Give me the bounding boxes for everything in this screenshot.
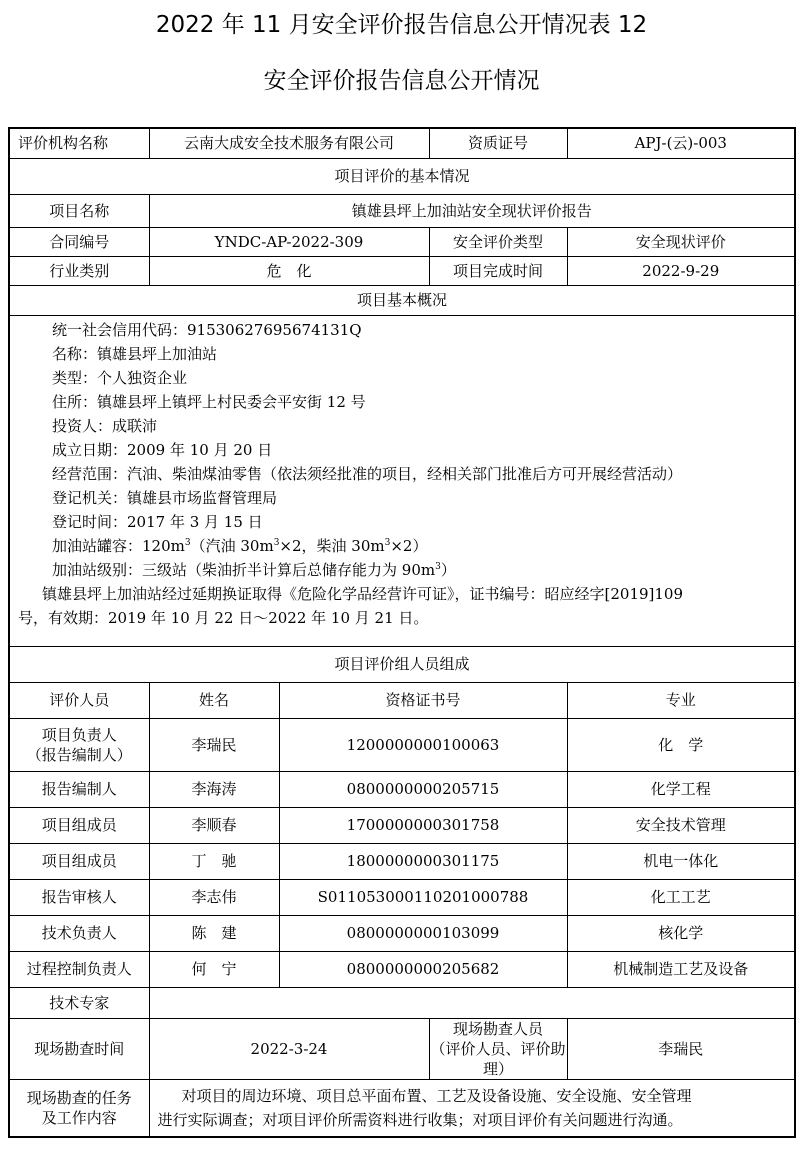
org-label: 评价机构名称: [9, 128, 149, 158]
expert-row: [9, 987, 795, 1018]
table-row: [9, 915, 795, 951]
member-major: 机械制造工艺及设备: [567, 951, 795, 987]
document-title: 2022 年 11 月安全评价报告信息公开情况表 12: [155, 12, 648, 38]
member-name: 李瑞民: [149, 718, 279, 771]
survey-task-label: 现场勘查的任务 及工作内容: [9, 1079, 149, 1137]
member-major: 化学工程: [567, 771, 795, 807]
member-cert: 1800000000301175: [279, 843, 567, 879]
member-role: 报告编制人: [9, 771, 149, 807]
member-major: 化 学: [567, 718, 795, 771]
table-row: [9, 843, 795, 879]
survey-time-value: 2022-3-24: [149, 1018, 429, 1079]
basic-info-header-row: [9, 158, 795, 194]
member-cert: 0800000000103099: [279, 915, 567, 951]
document-subtitle: 安全评价报告信息公开情况: [263, 68, 540, 94]
license-paragraph-line1: 镇雄县坪上加油站经过延期换证取得《危险化学品经营许可证》，证书编号：昭应经字[2019]109: [42, 584, 684, 603]
overview-line: 类型：个人独资企业: [52, 368, 188, 387]
contract-row: [9, 227, 795, 256]
member-name: 陈 建: [149, 915, 279, 951]
contract-label: 合同编号: [9, 227, 149, 256]
member-name: 丁 驰: [149, 843, 279, 879]
project-name-value: 镇雄县坪上加油站安全现状评价报告: [149, 194, 795, 227]
member-cert: S011053000110201000788: [279, 879, 567, 915]
survey-staff-value: 李瑞民: [567, 1018, 795, 1079]
basic-info-section-title: 项目评价的基本情况: [9, 158, 795, 194]
finish-value: 2022-9-29: [567, 256, 795, 285]
survey-time-label: 现场勘查时间: [9, 1018, 149, 1079]
member-role: 技术负责人: [9, 915, 149, 951]
contract-value: YNDC-AP-2022-309: [149, 227, 429, 256]
license-paragraph-line2: 号，有效期：2019 年 10 月 22 日～2022 年 10 月 21 日。: [18, 608, 429, 627]
cert-value: APJ-(云)-003: [567, 128, 795, 158]
team-section-title: 项目评价组人员组成: [9, 646, 795, 682]
finish-label: 项目完成时间: [429, 256, 567, 285]
overview-line: 经营范围：汽油、柴油煤油零售（依法须经批准的项目，经相关部门批准后方可开展经营活动）: [52, 464, 683, 483]
member-name: 何 宁: [149, 951, 279, 987]
cert-label: 资质证号: [429, 128, 567, 158]
table-row: [9, 771, 795, 807]
expert-value: [149, 987, 795, 1018]
overview-line: 登记机关：镇雄县市场监督管理局: [52, 488, 278, 507]
station-level-line: 加油站级别：三级站（柴油折半计算后总储存能力为 $90m^3$）: [52, 560, 456, 579]
overview-section-title: 项目基本概况: [9, 285, 795, 315]
member-major: 安全技术管理: [567, 807, 795, 843]
member-major: 核化学: [567, 915, 795, 951]
survey-task-content: 对项目的周边环境、项目总平面布置、工艺及设备设施、安全设施、安全管理 进行实际调查；对项目评价所需资料进行收集；对项目评价有关问题进行沟通。: [149, 1079, 795, 1137]
overview-line: 投资人：成联沛: [52, 416, 158, 435]
overview-header-row: [9, 285, 795, 315]
member-cert: 0800000000205715: [279, 771, 567, 807]
org-value: 云南大成安全技术服务有限公司: [149, 128, 429, 158]
member-role: 项目组成员: [9, 807, 149, 843]
industry-label: 行业类别: [9, 256, 149, 285]
table-row: [9, 879, 795, 915]
member-role: 项目组成员: [9, 843, 149, 879]
expert-label: 技术专家: [9, 987, 149, 1018]
industry-row: [9, 256, 795, 285]
table-row: [9, 718, 795, 771]
member-major: 化工工艺: [567, 879, 795, 915]
member-role: 报告审核人: [9, 879, 149, 915]
overview-line: 统一社会信用代码：91530627695674131Q: [52, 320, 362, 339]
table-row: [9, 807, 795, 843]
member-name: 李志伟: [149, 879, 279, 915]
col-header-cert: 资格证书号: [279, 682, 567, 718]
member-name: 李顺春: [149, 807, 279, 843]
type-label: 安全评价类型: [429, 227, 567, 256]
overview-body-row: [9, 315, 795, 646]
member-cert: 1700000000301758: [279, 807, 567, 843]
col-header-role: 评价人员: [9, 682, 149, 718]
overview-body: [9, 315, 795, 646]
team-column-headers: [9, 682, 795, 718]
col-header-major: 专业: [567, 682, 795, 718]
survey-staff-label: 现场勘查人员 （评价人员、评价助理）: [430, 1019, 566, 1078]
project-name-row: [9, 194, 795, 227]
overview-line: 成立日期：2009 年 10 月 20 日: [52, 440, 273, 459]
col-header-name: 姓名: [149, 682, 279, 718]
overview-line: 住所：镇雄县坪上镇坪上村民委会平安街 12 号: [52, 392, 366, 411]
disclosure-table: [8, 127, 796, 1138]
tank-capacity-line: 加油站罐容：$120m^3$（汽油 $30m^3\times 2$，柴油 $30m^3\times 2$）: [52, 536, 428, 555]
survey-task-row: [9, 1079, 795, 1137]
org-row: [9, 128, 795, 158]
member-role: 过程控制负责人: [9, 951, 149, 987]
overview-line: 名称：镇雄县坪上加油站: [52, 344, 218, 363]
member-cert: 1200000000100063: [279, 718, 567, 771]
overview-line: 登记时间：2017 年 3 月 15 日: [52, 512, 263, 531]
member-role: 项目负责人 （报告编制人）: [9, 718, 149, 771]
project-name-label: 项目名称: [9, 194, 149, 227]
table-row: [9, 951, 795, 987]
member-major: 机电一体化: [567, 843, 795, 879]
industry-value: 危 化: [149, 256, 429, 285]
type-value: 安全现状评价: [567, 227, 795, 256]
survey-row: [9, 1018, 795, 1079]
member-cert: 0800000000205682: [279, 951, 567, 987]
member-name: 李海涛: [149, 771, 279, 807]
team-header-row: [9, 646, 795, 682]
